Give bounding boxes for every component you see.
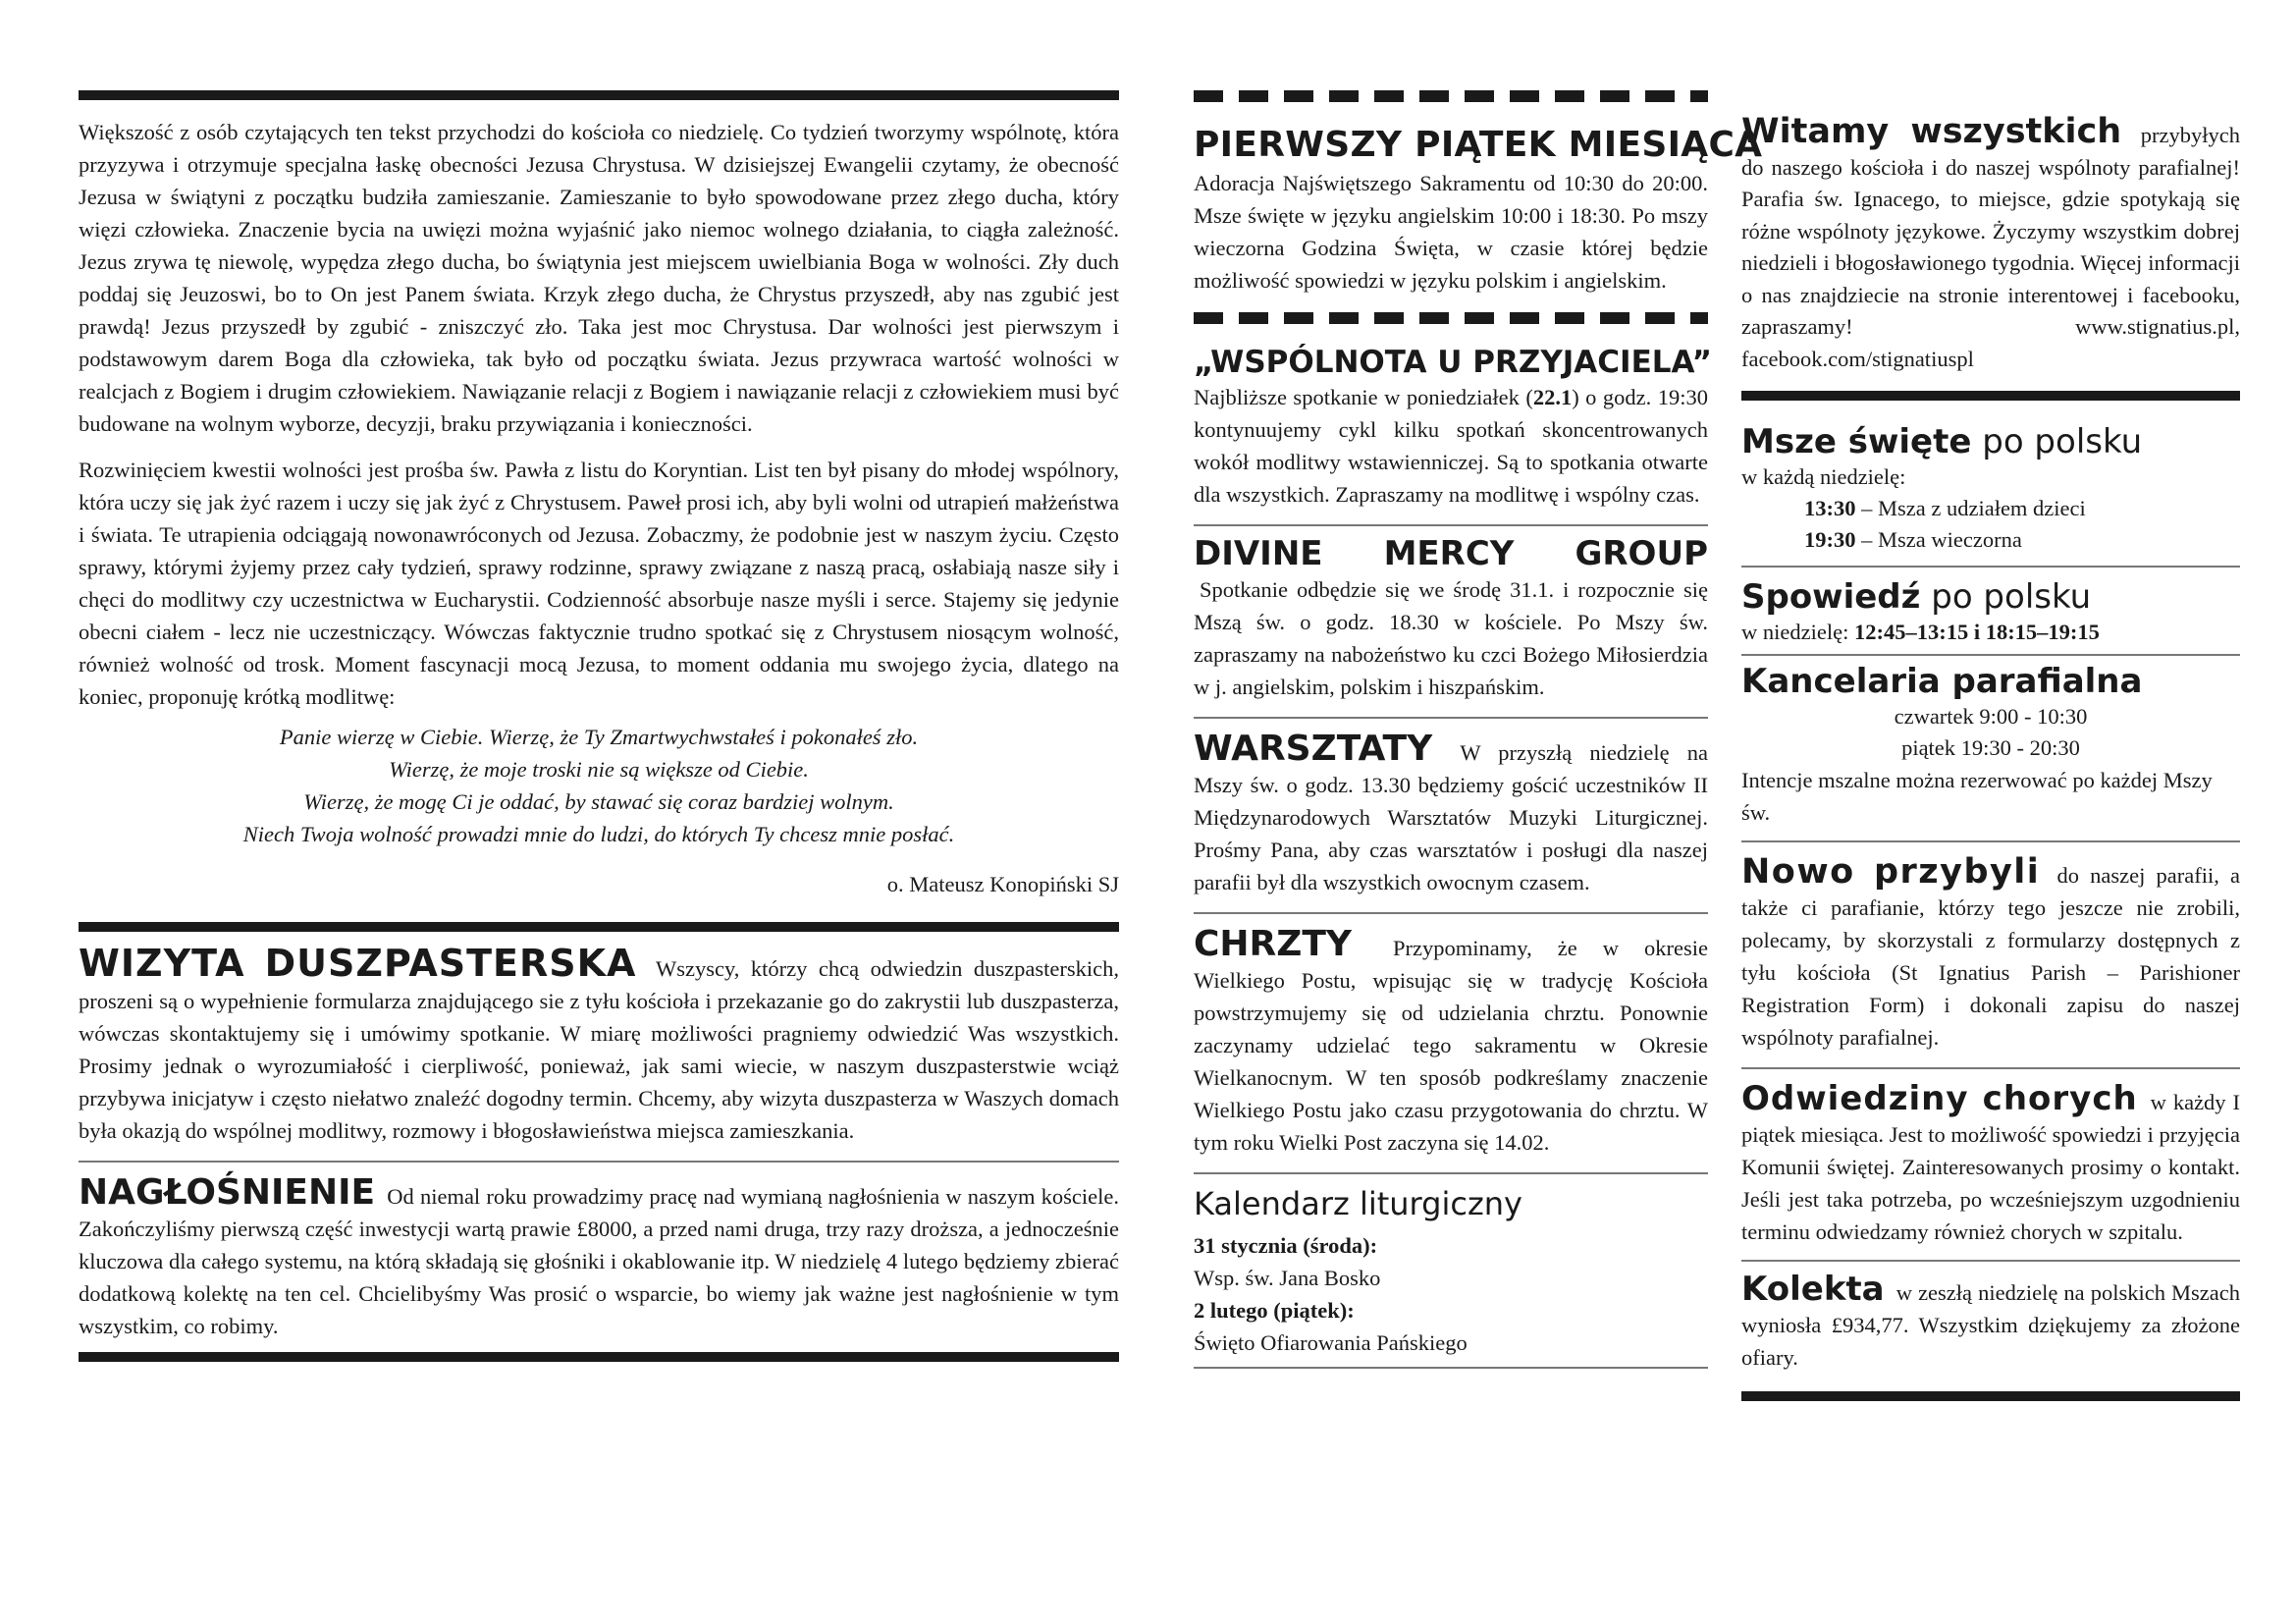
section-divider (1741, 1067, 2240, 1069)
spowiedz-hours: 12:45–13:15 i 18:15–19:15 (1853, 620, 2100, 644)
msze-heading-bold: Msze święte (1741, 422, 1972, 461)
naglosnienie-section (79, 1172, 1119, 1342)
wizyta-section (79, 942, 1119, 1147)
naglosnienie-text: Od niemal roku prowadzimy pracę nad wymianą nagłośnienia w naszym kościele. Zakończyliśmy pierwszą część inwestycji wartą prawie £8000, a przed nami druga, trzy razy droższa, a jednocześnie kluczowa dla całego systemu, na którą składają się głośniki i okablowanie itp. W niedzielę 4 lutego będziemy zbierać dodatkową kolektę na ten cel. Chcielibyśmy Was prosić o wsparcie, bo wiemy jak ważne jest nagłośnienie w tym wszystkim, co robimy. (79, 1184, 1119, 1338)
prayer-line: Panie wierzę w Ciebie. Wierzę, że Ty Zmartwychwstałeś i pokonałeś zło. (279, 725, 919, 749)
divine-text: Spotkanie odbędzie się we środę 31.1. i rozpocznie się Mszą św. o godz. 18.30 w kościele. Po Mszy św. zapraszamy na nabożeństwo ku czci Bożego Miłosierdzia w j. angielskim, polskim i hiszpańskim. (1194, 577, 1708, 699)
kancelaria-heading: Kancelaria parafialna (1741, 662, 2143, 701)
odwiedziny-text: w każdy I piątek miesiąca. Jest to możliwość spowiedzi i przyjęcia Komunii świętej. Zainteresowanych prosimy o kontakt. Jeśli jest taka potrzeba, po wcześniejszym uzgodnieniu terminu odwiedzamy również chorych w szpitalu. (1741, 1090, 2241, 1244)
kolekta-heading: Kolekta (1741, 1270, 1885, 1309)
kalendarz-list (1194, 1229, 1708, 1359)
section-divider (1741, 840, 2240, 842)
odwiedziny-section (1741, 1079, 2241, 1248)
top-rule (79, 90, 1119, 100)
section-divider (1741, 566, 2240, 568)
warsztaty-heading: WARSZTATY (1194, 729, 1433, 769)
chrzty-section (1194, 924, 1709, 1159)
section-divider (1194, 912, 1708, 914)
section-rule (1741, 391, 2240, 401)
odwiedziny-heading: Odwiedziny chorych (1741, 1079, 2138, 1118)
spowiedz-prefix: w niedzielę: (1741, 620, 1854, 644)
article-paragraph-1: Większość z osób czytających ten tekst przychodzi do kościoła co niedzielę. Co tydzień tworzymy wspólnotę, która przyzywa i otrzymuje specjalna łaskę obecności Jezusa Chrystusa. W dzisiejszej Ewangelii czytamy, że obecność Jezusa w świątyni z początku budziła zamieszanie. Zamieszanie to było spowodowane przez złego ducha, który więzi człowieka. Znaczenie bycia na uwięzi można wyjaśnić jako niemoc wolnego działania, to ciągła zależność. Jezus zrywa tę niewolę, wypędza złego ducha, bo świątynia jest miejscem uwielbiania Boga w wolności. Zły duch poddaj się Jeuzoswi, bo to On jest Panem świata. Krzyk złego ducha, że Chrystus przyszedł, aby nas zgubić jest prawdą! Jezus przyszedł by zgubić - zniszczyć zło. Taka jest moc Chrystusa. Dar wolności jest pierwszym i podstawowym darem Boga dla człowieka, tak było od początku świata. Jezus przywraca wartość wolności w realcjach z Bogiem i drugim człowiekiem. Nawiązanie relacji z Bogiem i nawiązanie relacji z człowiekiem musi być budowane na wolnym wyborze, decyzji, braku przywiązania i konieczności. (79, 120, 1119, 436)
spowiedz-heading (1741, 577, 2240, 617)
spowiedz-heading-rest: po polsku (1920, 577, 2092, 617)
msze-item (1741, 493, 2240, 524)
kalendarz-name: Wsp. św. Jana Bosko (1194, 1266, 1381, 1290)
msze-subtitle: w każdą niedzielę: (1741, 464, 1906, 489)
author-signature: o. Mateusz Konopiński SJ (886, 872, 1119, 896)
wspolnota-text (1194, 381, 1708, 511)
nowo-section (1741, 852, 2241, 1054)
naglosnienie-heading: NAGŁOŚNIENIE (79, 1172, 376, 1213)
wizyta-heading: WIZYTA DUSZPASTERSKA (79, 942, 637, 985)
section-divider (79, 1161, 1119, 1163)
kalendarz-heading: Kalendarz liturgiczny (1194, 1185, 1522, 1222)
msze-item (1741, 524, 2240, 556)
warsztaty-section (1194, 729, 1708, 898)
chrzty-text: Przypominamy, że w okresie Wielkiego Postu, wpisując się w tradycję Kościoła powstrzymujemy się od udzielania chrztu. Ponownie zaczynamy udzielać tego sakramentu w Okresie Wielkanocnym. W ten sposób podkreślamy znaczenie Wielkiego Postu jako czasu przygotowania do chrztu. W tym roku Wielki Post zaczyna się 14.02. (1194, 936, 1709, 1155)
kancelaria-hours: czwartek 9:00 - 10:30 (1894, 704, 2088, 729)
section-divider (1194, 524, 1708, 526)
msze-name: – Msza wieczorna (1855, 527, 2022, 552)
prayer (79, 721, 1119, 850)
section-divider (1741, 654, 2240, 656)
bottom-rule (1741, 1391, 2240, 1401)
nowo-text: do naszej parafii, a także ci parafianie, którzy tego jeszcze nie zrobili, polecamy, by skorzystali z formularzy dostępnych z tyłu kościoła (St Ignatius Parish – Parishioner Registration Form) i dokonali zapisu do naszej wspólnoty parafialnej. (1741, 863, 2241, 1050)
nowo-heading: Nowo przybyli (1741, 852, 2041, 892)
spowiedz-times (1741, 617, 2240, 648)
kancelaria-text: Intencje mszalne można rezerwować po każdej Mszy św. (1741, 768, 2213, 825)
spowiedz-heading-bold: Spowiedź (1741, 577, 1921, 617)
section-divider (1194, 1367, 1708, 1369)
chrzty-heading: CHRZTY (1194, 924, 1352, 964)
kalendarz-date: 31 stycznia (środa): (1194, 1233, 1378, 1258)
msze-name: – Msza z udziałem dzieci (1855, 496, 2086, 520)
wspolnota-text-a: Najbliższe spotkanie w poniedziałek ( (1194, 385, 1533, 409)
witamy-heading: Witamy wszystkich (1741, 112, 2122, 151)
msze-heading (1741, 422, 2240, 461)
msze-time: 13:30 (1804, 496, 1856, 520)
witamy-section (1741, 112, 2240, 375)
prayer-line: Wierzę, że mogę Ci je oddać, by stawać się coraz bardziej wolnym. (303, 789, 894, 814)
announcements-column (1194, 0, 1763, 1369)
kolekta-section (1741, 1270, 2241, 1374)
wspolnota-date: 22.1 (1532, 385, 1573, 409)
dashed-rule (1194, 90, 1708, 102)
wspolnota-heading: „WSPÓLNOTA U PRZYJACIELA” (1194, 345, 1713, 380)
divine-section (1194, 534, 1708, 703)
piatek-heading: PIERWSZY PIĄTEK MIESIĄCA (1194, 125, 1763, 165)
msze-time: 19:30 (1804, 527, 1856, 552)
parish-info-column (1741, 0, 2240, 1401)
wizyta-text: Wszyscy, którzy chcą odwiedzin duszpasterskich, proszeni są o wypełnienie formularza znajdującego sie z tyłu kościoła i przekazanie go do zakrystii lub duszpasterza, wówczas skontaktujemy się i umówimy spotkanie. W miarę możliwości pragniemy odwiedzić Was wszystkich. Prosimy jednak o wyrozumiałość i cierpliwość, ponieważ, jak sami wiecie, w naszym duszpasterstwie wciąż przybywa inicjatyw i często niełatwo znaleźć dogodny termin. Chcemy, aby wizyta duszpasterza w Waszych domach była okazją do wspólnej modlitwy, rozmowy i błogosławieństwa miejsca zamieszkania. (79, 956, 1119, 1143)
section-rule (79, 922, 1119, 932)
section-divider (1741, 1260, 2240, 1262)
dashed-rule (1194, 312, 1708, 324)
witamy-text: przybyłych do naszego kościoła i do naszej wspólnoty parafialnej! Parafia św. Ignacego, to miejsce, gdzie spotykają się różne wspólnoty językowe. Życzymy wszystkim dobrej niedzieli i błogosławionego tygodnia. Więcej informacji o nas znajdziecie na stronie interentowej i facebooku, zapraszamy! www.stignatius.pl, facebook.com/stignatiuspl (1741, 123, 2240, 371)
kolekta-text: w zeszłą niedzielę na polskich Mszach wyniosła £934,77. Wszystkim dziękujemy za złożone ofiary. (1741, 1280, 2241, 1370)
main-article-column (79, 0, 1119, 1362)
kalendarz-name: Święto Ofiarowania Pańskiego (1194, 1330, 1468, 1355)
bottom-rule (79, 1352, 1119, 1362)
piatek-text: Adoracja Najświętszego Sakramentu od 10:30 do 20:00. Msze święte w języku angielskim 10:00 i 18:30. Po mszy wieczorna Godzina Święta, w czasie której będzie możliwość spowiedzi w języku polskim i angielskim. (1194, 171, 1708, 293)
prayer-line: Wierzę, że moje troski nie są większe od Ciebie. (389, 757, 809, 782)
prayer-line: Niech Twoja wolność prowadzi mnie do ludzi, do których Ty chcesz mnie posłać. (242, 822, 955, 846)
article-paragraph-2: Rozwinięciem kwestii wolności jest prośba św. Pawła z listu do Koryntian. List ten był pisany do młodej wspólnory, która uczy się jak żyć razem i uczy się jak żyć z Chrystusem. Paweł prosi ich, aby byli wolni od utrapień małżeństwa i świata. Te utrapienia odciągają nowonawróconych od Jezusa. Zobaczmy, że podobnie jest w naszym życiu. Często sprawy, którymi żyjemy przez cały tydzień, sprawy rodzinne, sprawy związane z naszą pracą, osłabiają nasze siły i chęci do modlitwy czy uczestnictwa w Eucharystii. Codzienność absorbuje nasze myśli i serce. Stajemy się jedynie obecni ciałem - lecz nie uczestniczący. Wówczas faktycznie trudno spotkać się z Chrystusem niosącym wolność, również wolność od trosk. Moment fascynacji mocą Jezusa, to moment oddania mu swojego życia, dlatego na koniec, proponuję krótką modlitwę: (79, 458, 1119, 709)
msze-heading-rest: po polsku (1971, 422, 2143, 461)
divine-heading: DIVINE MERCY GROUP (1194, 534, 1708, 573)
wspolnota-text-b: ) o godz. 19:30 kontynuujemy cykl kilku spotkań skoncentrowanych wokół modlitwy wstawienniczej. Są to spotkania otwarte dla wszystkich. Zapraszamy na modlitwę i wspólny czas. (1194, 385, 1708, 507)
section-divider (1194, 717, 1708, 719)
kalendarz-date: 2 lutego (piątek): (1194, 1298, 1355, 1323)
section-divider (1194, 1172, 1708, 1174)
kancelaria-hours: piątek 19:30 - 20:30 (1901, 735, 2080, 760)
warsztaty-text: W przyszłą niedzielę na Mszy św. o godz. 13.30 będziemy gościć uczestników II Międzynarodowych Warsztatów Muzyki Liturgicznej. Prośmy Pana, aby czas warsztatów i posługi dla naszej parafii był dla wszystkich owocnym czasem. (1194, 740, 1708, 894)
